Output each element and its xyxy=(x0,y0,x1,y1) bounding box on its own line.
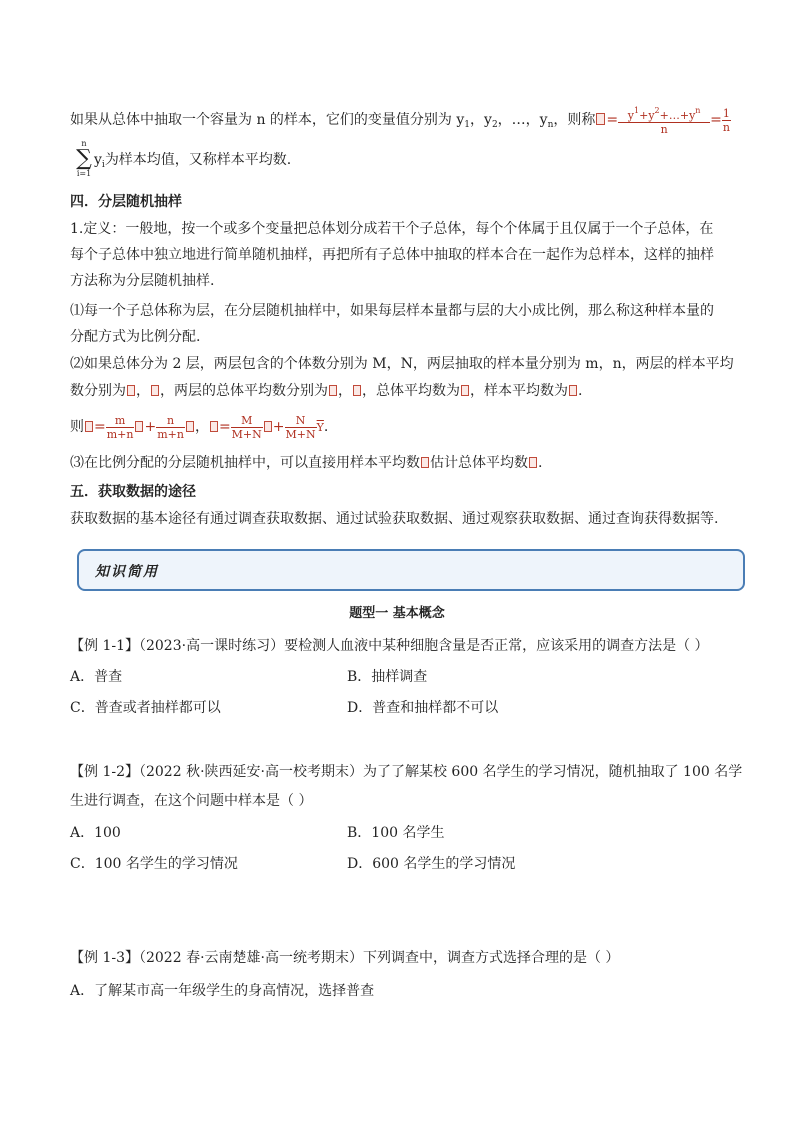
f1-num: m xyxy=(106,414,135,428)
p2-d: ， xyxy=(338,383,352,399)
stratified-mean-formula xyxy=(70,410,328,445)
example-1-2-option-c: C．100 名学生的学习情况 xyxy=(70,856,238,872)
num-b: +y xyxy=(639,109,655,122)
formula-plus-2: + xyxy=(272,419,285,435)
yi: y xyxy=(94,152,102,168)
num-c: +…+y xyxy=(659,109,696,122)
example-1-3-stem: 【例 1-3】（2022 春·云南楚雄·高一统考期末）下列调查中，调查方式选择合理的是（ ） xyxy=(70,950,620,966)
p2-g: . xyxy=(578,383,583,399)
section4-def-line1: 1.定义：一般地，按一个或多个变量把总体划分成若干个子总体，每个个体属于且仅属于一个子总体，在 xyxy=(70,221,714,237)
section4-p2-line2 xyxy=(70,381,582,401)
ybar-symbol-2 xyxy=(151,385,159,396)
f2-den: m+n xyxy=(157,427,184,441)
p3-a: ⑶在比例分配的分层随机抽样中，可以直接用样本平均数 xyxy=(70,455,420,471)
fraction-m-over-mn xyxy=(106,414,135,441)
num-p2: 2 xyxy=(654,106,660,115)
formula-eq-1: = xyxy=(94,419,106,435)
example-1-1-option-b: B．抽样调查 xyxy=(347,669,428,685)
mean-fraction xyxy=(618,104,710,136)
p2-f: ，样本平均数为 xyxy=(470,383,568,399)
sample-mean-line xyxy=(94,150,291,175)
section4-p1-line2: 分配方式为比例分配. xyxy=(70,329,201,345)
section4-def-line2: 每个子总体中独立地进行简单随机抽样，再把所有子总体中抽取的样本合在一起作为总样本，这样的抽样 xyxy=(70,247,714,263)
p2-b: ， xyxy=(136,383,150,399)
section5-text: 获取数据的基本途径有通过调查获取数据、通过试验获取数据、通过观察获取数据、通过查询获得数据等. xyxy=(70,511,719,527)
sum-top: n xyxy=(81,139,87,148)
p3-b: 估计总体平均数 xyxy=(430,455,528,471)
sub-n: n xyxy=(547,120,554,130)
section4-title: 四．分层随机抽样 xyxy=(70,194,182,210)
example-1-1-option-a: A．普查 xyxy=(70,669,123,685)
section4-p1-line1: ⑴每一个子总体称为层，在分层随机抽样中，如果每层样本量都与层的大小成比例，那么称这种样本量的 xyxy=(70,303,714,319)
example-1-1-option-d: D．普查和抽样都不可以 xyxy=(347,700,499,716)
one-over-n-fraction xyxy=(722,107,731,134)
p2-c: ，两层的总体平均数分别为 xyxy=(160,383,328,399)
question-type-title: 题型一 基本概念 xyxy=(349,606,445,621)
mean-definition-line xyxy=(70,104,731,136)
f4-num: N xyxy=(285,414,317,428)
sub-2: 2 xyxy=(491,120,498,130)
Wbar-symbol-f xyxy=(210,421,218,432)
formula-eq-2: = xyxy=(218,419,231,435)
example-1-2-option-a: A．100 xyxy=(70,825,121,841)
f1-den: m+n xyxy=(106,427,134,441)
ybar-symbol xyxy=(596,113,605,125)
f4-den: M+N xyxy=(285,427,316,441)
sep-2: ，…，y xyxy=(497,112,548,128)
section4-def-line3: 方法称为分层随机抽样. xyxy=(70,273,215,289)
formula-plus-1: + xyxy=(144,419,157,435)
equals-2: = xyxy=(710,112,722,128)
p2-a: 数分别为 xyxy=(70,383,126,399)
banner-title: 知识简用 xyxy=(95,564,159,580)
wbar-symbol xyxy=(569,385,577,396)
mean-def-text: 如果从总体中抽取一个容量为 n 的样本，它们的变量值分别为 y xyxy=(70,112,465,128)
section4-p2-line1: ⑵如果总体分为 2 层，两层包含的个体数分别为 M，N，两层抽取的样本量分别为 m，n，两层的样本平均 xyxy=(70,356,734,372)
Xbar-symbol xyxy=(329,385,337,396)
f3-den: M+N xyxy=(231,427,262,441)
equals-1: = xyxy=(606,112,619,128)
sample-mean-text: 为样本均值，又称样本平均数. xyxy=(104,152,292,168)
f3-num: M xyxy=(231,414,263,428)
example-1-2-option-d: D．600 名学生的学习情况 xyxy=(347,856,516,872)
f2-num: n xyxy=(156,414,185,428)
wbar-symbol-p3 xyxy=(421,457,429,468)
xbar-symbol xyxy=(127,385,135,396)
section5-title: 五．获取数据的途径 xyxy=(70,484,196,500)
Wbar-symbol xyxy=(461,385,469,396)
example-1-2-option-b: B．100 名学生 xyxy=(347,825,445,841)
num-p1: 1 xyxy=(634,106,640,115)
example-1-2-stem-line1: 【例 1-2】（2022 秋·陕西延安·高一校考期末）为了了解某校 600 名学生的学习情况，随机抽取了 100 名学 xyxy=(70,764,743,780)
fraction-M-over-MN xyxy=(231,414,263,441)
one-over-n-num: 1 xyxy=(722,106,730,120)
Xbar-symbol-f xyxy=(264,421,272,432)
Wbar-symbol-p3 xyxy=(529,457,537,468)
mean-def-tail: ，则称 xyxy=(553,112,596,128)
sum-notation xyxy=(74,140,94,178)
section4-p3 xyxy=(70,453,542,473)
yi-sub: i xyxy=(101,160,105,170)
Ybar-letter: $\overline{Y}$ xyxy=(316,421,324,434)
mean-fraction-den: n xyxy=(660,123,668,136)
example-1-1-option-c: C．普查或者抽样都可以 xyxy=(70,700,221,716)
fraction-n-over-mn xyxy=(156,414,185,441)
formula-comma: ， xyxy=(194,419,209,435)
num-a: y xyxy=(627,109,635,122)
example-1-3-option-a: A．了解某市高一年级学生的身高情况，选择普查 xyxy=(70,983,375,999)
wbar-symbol-f xyxy=(85,421,93,432)
xbar-symbol-f xyxy=(135,421,143,432)
fraction-N-over-MN xyxy=(285,414,317,441)
p3-c: . xyxy=(538,455,543,471)
sep-1: ，y xyxy=(470,112,492,128)
mean-fraction-num xyxy=(618,104,710,123)
sum-bottom: i=1 xyxy=(76,169,92,178)
num-pn: n xyxy=(695,106,701,115)
example-1-1-stem: 【例 1-1】（2023·高一课时练习）要检测人血液中某种细胞含量是否正常，应该采用的调查方法是（ ） xyxy=(70,638,709,654)
sub-1: 1 xyxy=(464,120,471,130)
p2-e: ，总体平均数为 xyxy=(362,383,460,399)
Ybar-symbol xyxy=(353,385,361,396)
example-1-2-stem-line2: 生进行调查，在这个问题中样本是（ ） xyxy=(70,793,313,809)
formula-lead: 则 xyxy=(70,419,84,435)
knowledge-application-banner xyxy=(77,549,745,591)
ybar-symbol-f xyxy=(186,421,194,432)
one-over-n-den: n xyxy=(722,120,730,134)
sum-symbol: ∑ xyxy=(76,146,92,171)
formula-end: . xyxy=(323,419,329,435)
